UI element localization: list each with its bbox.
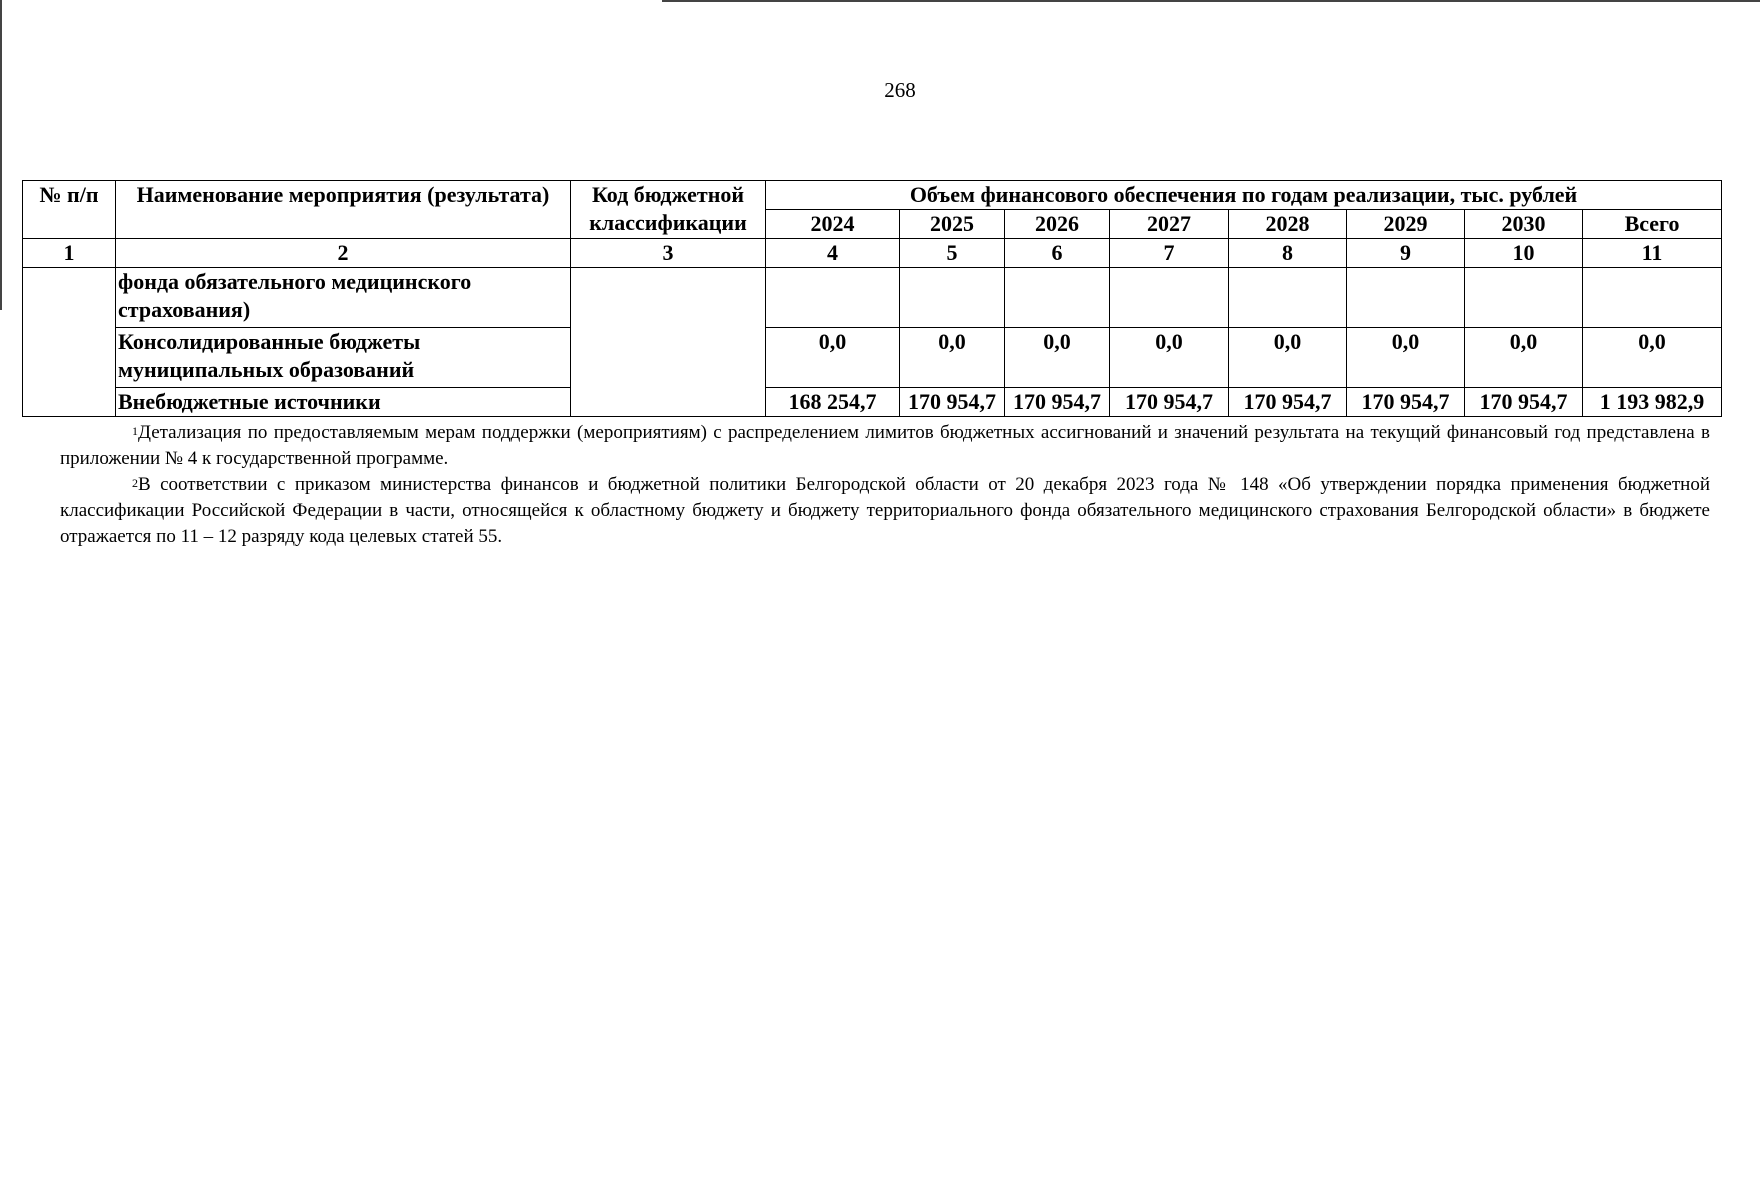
row-name: Консолидированные бюджеты муниципальных образований bbox=[116, 328, 571, 388]
col-number: 4 bbox=[766, 239, 900, 268]
header-name: Наименование мероприятия (результата) bbox=[116, 181, 571, 239]
footnote-marker: 1 bbox=[132, 424, 138, 438]
row-num-cell bbox=[23, 268, 116, 417]
col-number: 7 bbox=[1110, 239, 1229, 268]
col-number: 1 bbox=[23, 239, 116, 268]
year-2026: 2026 bbox=[1005, 210, 1110, 239]
budget-table bbox=[22, 180, 1722, 417]
row-value: 0,0 bbox=[1465, 328, 1583, 388]
footnotes bbox=[60, 420, 1710, 550]
row-value bbox=[1229, 268, 1347, 328]
scan-left-rule bbox=[0, 0, 2, 310]
row-code-cell bbox=[571, 268, 766, 417]
row-value bbox=[900, 268, 1005, 328]
footnote bbox=[60, 472, 1710, 550]
table-row bbox=[23, 388, 1722, 417]
row-name: Внебюджетные источники bbox=[116, 388, 571, 417]
row-value: 0,0 bbox=[900, 328, 1005, 388]
header-code: Код бюджетной классификации bbox=[571, 181, 766, 239]
year-2028: 2028 bbox=[1229, 210, 1347, 239]
col-number: 8 bbox=[1229, 239, 1347, 268]
row-value: 0,0 bbox=[1229, 328, 1347, 388]
year-total: Всего bbox=[1583, 210, 1722, 239]
col-number: 9 bbox=[1347, 239, 1465, 268]
footnote bbox=[60, 420, 1710, 472]
row-value bbox=[1583, 268, 1722, 328]
year-2027: 2027 bbox=[1110, 210, 1229, 239]
row-value: 170 954,7 bbox=[1229, 388, 1347, 417]
row-value: 170 954,7 bbox=[900, 388, 1005, 417]
header-volume: Объем финансового обеспечения по годам реализации, тыс. рублей bbox=[766, 181, 1722, 210]
year-2025: 2025 bbox=[900, 210, 1005, 239]
col-number: 6 bbox=[1005, 239, 1110, 268]
row-name: фонда обязательного медицинского страхования) bbox=[116, 268, 571, 328]
col-number: 5 bbox=[900, 239, 1005, 268]
col-number: 3 bbox=[571, 239, 766, 268]
header-row bbox=[23, 181, 1722, 210]
footnote-marker: 2 bbox=[132, 476, 138, 490]
row-value bbox=[1005, 268, 1110, 328]
row-value: 0,0 bbox=[1347, 328, 1465, 388]
row-value: 170 954,7 bbox=[1465, 388, 1583, 417]
col-number: 2 bbox=[116, 239, 571, 268]
row-value: 0,0 bbox=[766, 328, 900, 388]
page-number: 268 bbox=[884, 78, 916, 102]
row-value bbox=[1465, 268, 1583, 328]
row-value: 170 954,7 bbox=[1110, 388, 1229, 417]
column-numbers-row bbox=[23, 239, 1722, 268]
col-number: 11 bbox=[1583, 239, 1722, 268]
row-value: 0,0 bbox=[1110, 328, 1229, 388]
footnote-text: Детализация по предоставляемым мерам поддержки (мероприятиям) с распределением лимитов бюджетных ассигнований и значений результата на текущий финансовый год представлена в приложении № 4 к государственной программе. bbox=[60, 422, 1710, 469]
scan-top-rule bbox=[662, 0, 1760, 2]
row-value bbox=[1347, 268, 1465, 328]
footnote-text: В соответствии с приказом министерства финансов и бюджетной политики Белгородской области от 20 декабря 2023 года № 148 «Об утверждении порядка применения бюджетной классификации Российской Федерации в части, относящейся к областному бюджету и бюджету территориального фонда обязательного медицинского страхования Белгородской области» в бюджете отражается по 11 – 12 разряду кода целевых статей 55. bbox=[60, 474, 1710, 547]
year-2029: 2029 bbox=[1347, 210, 1465, 239]
row-value: 1 193 982,9 bbox=[1583, 388, 1722, 417]
year-2024: 2024 bbox=[766, 210, 900, 239]
row-value: 170 954,7 bbox=[1347, 388, 1465, 417]
col-number: 10 bbox=[1465, 239, 1583, 268]
row-value bbox=[1110, 268, 1229, 328]
header-num: № п/п bbox=[23, 181, 116, 239]
year-2030: 2030 bbox=[1465, 210, 1583, 239]
table-row bbox=[23, 328, 1722, 388]
row-value: 0,0 bbox=[1005, 328, 1110, 388]
row-value: 168 254,7 bbox=[766, 388, 900, 417]
row-value: 0,0 bbox=[1583, 328, 1722, 388]
table-row bbox=[23, 268, 1722, 328]
row-value bbox=[766, 268, 900, 328]
row-value: 170 954,7 bbox=[1005, 388, 1110, 417]
